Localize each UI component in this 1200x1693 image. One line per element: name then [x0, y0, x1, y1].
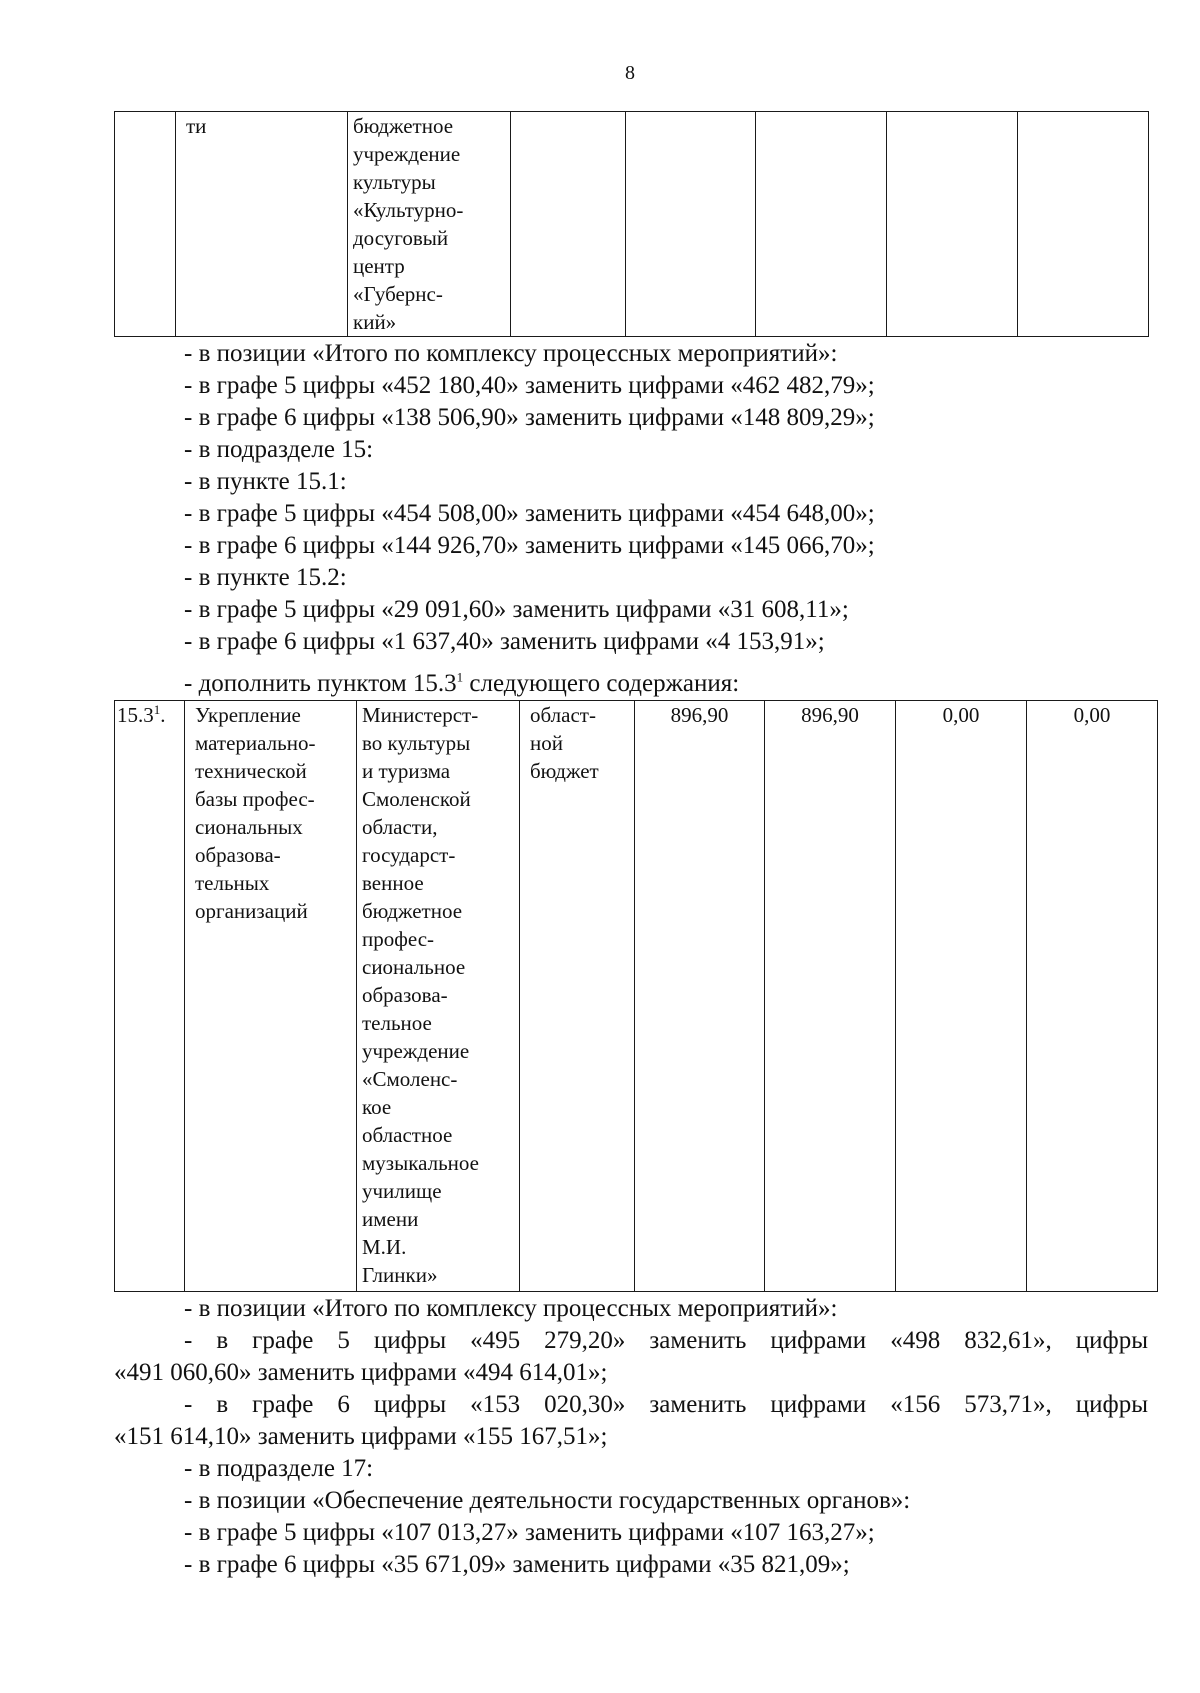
amendment-line: - в подразделе 15: — [184, 436, 374, 463]
name-line: базы профес- — [195, 787, 315, 811]
amendment-line: - в пункте 15.2: — [184, 564, 347, 591]
executor-line: Министерст- — [362, 703, 479, 727]
name-line: материально- — [195, 731, 316, 755]
executor-line: бюджетное — [353, 114, 454, 138]
executor-line: «Культурно- — [353, 198, 464, 222]
add-line-after: следующего содержания: — [463, 670, 740, 697]
amendment-line: - в графе 5 цифры «454 508,00» заменить цифрами «454 648,00»; — [184, 500, 875, 527]
amendment-line: - в позиции «Итого по комплексу процессных мероприятий»: — [184, 340, 838, 367]
executor-line: и туризма — [362, 759, 451, 783]
executor-line: музыкальное — [362, 1151, 479, 1175]
name-line: организаций — [195, 899, 308, 923]
top-cell-col8 — [1018, 112, 1149, 337]
amendment-line: - в графе 5 цифры «452 180,40» заменить цифрами «462 482,79»; — [184, 372, 875, 399]
executor-line: культуры — [353, 170, 436, 194]
executor-line: училище — [362, 1179, 442, 1203]
amendment-line: - в графе 6 цифры «138 506,90» заменить цифрами «148 809,29»; — [184, 404, 875, 431]
name-line: сиональных — [195, 815, 303, 839]
executor-line: досуговый — [353, 226, 449, 250]
executor-line: во культуры — [362, 731, 471, 755]
top-cell-num — [115, 112, 176, 337]
name-line: тельных — [195, 871, 270, 895]
item-value-col7: 0,00 — [896, 701, 1027, 1292]
executor-line: «Губернс- — [353, 282, 443, 306]
top-cell-col7 — [887, 112, 1018, 337]
executor-line: образова- — [362, 983, 448, 1007]
executor-line: бюджетное — [362, 899, 463, 923]
amendments-block-2 — [0, 1293, 1200, 1581]
graph6-line: - в графе 6 цифры «153 020,30» заменить цифрами «156 573,71», цифры — [184, 1391, 1148, 1418]
executor-line: учреждение — [362, 1039, 470, 1063]
amendment-line: - в графе 5 цифры «29 091,60» заменить цифрами «31 608,11»; — [184, 596, 849, 623]
name-line: Укрепление — [195, 703, 301, 727]
executor-line: государст- — [362, 843, 456, 867]
item-value-col6: 896,90 — [765, 701, 896, 1292]
executor-line: центр — [353, 254, 405, 278]
name-line: образова- — [195, 843, 281, 867]
add-item-line — [0, 668, 1200, 700]
name-line: технической — [195, 759, 307, 783]
executor-line: учреждение — [353, 142, 461, 166]
graph6-cont: «151 614,10» заменить цифрами «155 167,51»; — [114, 1423, 608, 1450]
top-cell-source — [511, 112, 626, 337]
add-line-sup: 1 — [456, 669, 464, 685]
source-line: ной — [530, 731, 563, 755]
amendment-line: - в подразделе 17: — [184, 1455, 374, 1482]
executor-line: кий» — [353, 310, 397, 334]
graph5-line: - в графе 5 цифры «495 279,20» заменить цифрами «498 832,61», цифры — [184, 1327, 1148, 1354]
item-name — [185, 701, 357, 1292]
executor-line: области, — [362, 815, 438, 839]
source-line: област- — [530, 703, 596, 727]
graph5-cont: «491 060,60» заменить цифрами «494 614,01»; — [114, 1359, 608, 1386]
executor-line: имени — [362, 1207, 419, 1231]
tail-lines — [0, 1453, 1200, 1581]
item-value-col5: 896,90 — [635, 701, 765, 1292]
executor-line: кое — [362, 1095, 392, 1119]
executor-line: венное — [362, 871, 424, 895]
add-line-before: - дополнить пунктом 15.3 — [184, 670, 457, 697]
top-cell-col6 — [756, 112, 887, 337]
top-cell-col5 — [626, 112, 756, 337]
item-executor — [357, 701, 520, 1292]
page-number: 8 — [625, 62, 635, 84]
top-cell-name: ти — [176, 112, 348, 337]
amendments-block-1 — [0, 338, 1200, 658]
amendment-line: - в графе 5 цифры «107 013,27» заменить цифрами «107 163,27»; — [184, 1519, 875, 1546]
amendment-line: - в пункте 15.1: — [184, 468, 347, 495]
executor-line: М.И. — [362, 1235, 407, 1259]
source-line: бюджет — [530, 759, 599, 783]
executor-line: «Смоленс- — [362, 1067, 458, 1091]
executor-line: Смоленской — [362, 787, 471, 811]
top-table — [114, 111, 1149, 337]
item-table — [114, 700, 1158, 1292]
executor-line: тельное — [362, 1011, 432, 1035]
amendment-line: - в графе 6 цифры «35 671,09» заменить цифрами «35 821,09»; — [184, 1551, 850, 1578]
executor-line: сиональное — [362, 955, 466, 979]
item-number: 15.3$^1$. — [115, 701, 185, 1292]
item-value-col8: 0,00 — [1027, 701, 1158, 1292]
executor-line: областное — [362, 1123, 453, 1147]
executor-line: Глинки» — [362, 1263, 438, 1287]
item-source — [520, 701, 635, 1292]
itogo-line: - в позиции «Итого по комплексу процессных мероприятий»: — [184, 1295, 838, 1322]
amendment-line: - в графе 6 цифры «144 926,70» заменить цифрами «145 066,70»; — [184, 532, 875, 559]
top-cell-executor — [348, 112, 511, 337]
amendment-line: - в графе 6 цифры «1 637,40» заменить цифрами «4 153,91»; — [184, 628, 825, 655]
executor-line: профес- — [362, 927, 435, 951]
amendment-line: - в позиции «Обеспечение деятельности государственных органов»: — [184, 1487, 911, 1514]
